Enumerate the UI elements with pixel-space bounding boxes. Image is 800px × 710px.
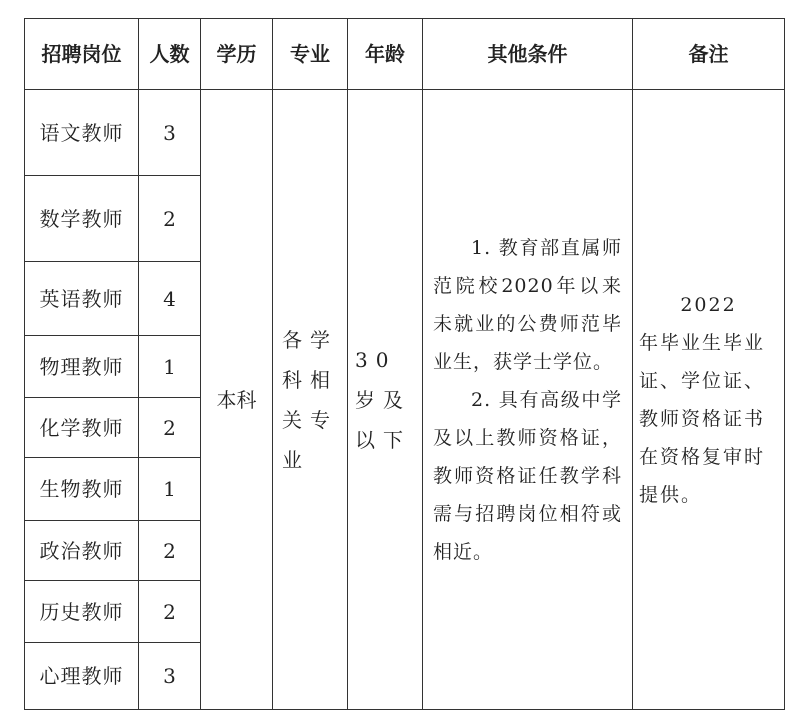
header-age: 年龄 xyxy=(348,19,423,90)
remark-cell xyxy=(633,90,785,710)
count-cell: 2 xyxy=(139,581,201,643)
count-cell: 4 xyxy=(139,262,201,336)
count-cell: 2 xyxy=(139,398,201,458)
remark-year: 2022 xyxy=(680,293,737,316)
condition-item-2: 2. 具有高级中学及以上教师资格证，教师资格证任教学科需与招聘岗位相符或相近。 xyxy=(433,388,622,563)
age-text: 30岁及以下 xyxy=(355,347,411,452)
count-cell: 3 xyxy=(139,643,201,710)
count-cell: 3 xyxy=(139,90,201,176)
education-cell: 本科 xyxy=(201,90,273,710)
header-education: 学历 xyxy=(201,19,273,90)
position-cell: 语文教师 xyxy=(25,90,139,176)
header-position: 招聘岗位 xyxy=(25,19,139,90)
header-row xyxy=(25,19,785,90)
table-row xyxy=(25,90,785,176)
count-cell: 1 xyxy=(139,458,201,521)
position-cell: 化学教师 xyxy=(25,398,139,458)
other-conditions-cell xyxy=(423,90,633,710)
header-count: 人数 xyxy=(139,19,201,90)
header-remark: 备注 xyxy=(633,19,785,90)
position-cell: 历史教师 xyxy=(25,581,139,643)
major-cell xyxy=(273,90,348,710)
position-cell: 数学教师 xyxy=(25,176,139,262)
remark-text: 年毕业生毕业证、学位证、教师资格证书在资格复审时提供。 xyxy=(639,331,766,506)
count-cell: 2 xyxy=(139,521,201,581)
major-text: 各学科相关专业 xyxy=(282,327,338,472)
position-cell: 心理教师 xyxy=(25,643,139,710)
position-cell: 政治教师 xyxy=(25,521,139,581)
recruitment-table xyxy=(24,18,785,710)
age-cell xyxy=(348,90,423,710)
header-major: 专业 xyxy=(273,19,348,90)
position-cell: 物理教师 xyxy=(25,336,139,398)
count-cell: 2 xyxy=(139,176,201,262)
condition-item-1: 1. 教育部直属师范院校2020年以来未就业的公费师范毕业生，获学士学位。 xyxy=(433,236,622,373)
header-other-conditions: 其他条件 xyxy=(423,19,633,90)
position-cell: 生物教师 xyxy=(25,458,139,521)
count-cell: 1 xyxy=(139,336,201,398)
position-cell: 英语教师 xyxy=(25,262,139,336)
